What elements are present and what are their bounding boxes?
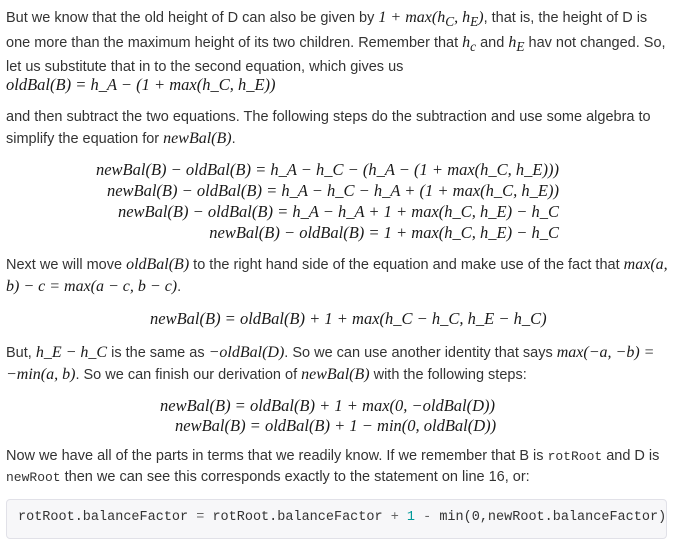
- text: and: [476, 35, 509, 52]
- math-part: h: [462, 34, 471, 52]
- code-block: [6, 499, 667, 539]
- text: is the same as: [107, 345, 209, 361]
- code-number: 1: [406, 510, 416, 525]
- text: hav not changed. So, let us substitute that in to the second equation, which gives us: [6, 35, 666, 76]
- math-inline: max(a, b) − c = max(a − c, b − c): [6, 256, 668, 295]
- derivation-line: newBal(B) = oldBal(B) + 1 − min(0, oldBal(D)): [175, 416, 497, 435]
- math-part: ): [478, 9, 484, 26]
- derivation-line: newBal(B) − oldBal(B) = h_A − h_A + 1 + max(h_C, h_E) − h_C: [117, 202, 559, 221]
- equation-text: oldBal(B) = h_A − (1 + max(h_C, h_E)): [6, 75, 276, 94]
- text: Next we will move: [6, 257, 127, 273]
- code-token: rotRoot.balanceFactor: [212, 510, 383, 525]
- inline-code: rotRoot: [547, 449, 603, 464]
- inline-code: newRoot: [6, 470, 61, 485]
- math-sub: C: [445, 14, 455, 30]
- math-inline: −oldBal(D): [208, 344, 285, 361]
- derivation-line: newBal(B) − oldBal(B) = h_A − h_C − (h_A − (1 + max(h_C, h_E))): [95, 160, 559, 179]
- text: But,: [6, 345, 36, 361]
- text: . So we can use another identity that says: [284, 345, 557, 361]
- math-inline: [378, 9, 484, 30]
- math-inline: [462, 34, 477, 55]
- math-inline: oldBal(B): [126, 256, 190, 273]
- derivation-block-1: [0, 160, 677, 244]
- equation-oldbal: [6, 75, 276, 95]
- derivation-line: newBal(B) − oldBal(B) = 1 + max(h_C, h_E) − h_C: [209, 223, 559, 242]
- math-sub: E: [470, 14, 479, 30]
- math-part: , h: [454, 9, 471, 26]
- paragraph-conclusion: [6, 446, 668, 488]
- math-inline: newBal(B): [163, 130, 232, 147]
- text: and then subtract the two equations. The following steps do the subtraction and use some algebra to simplify the equation for: [6, 109, 651, 147]
- paragraph-identity: [6, 342, 668, 386]
- equation-newbal: [150, 309, 547, 329]
- text: , that is, the height of D is one more than the maximum height of its two children. Remember that: [6, 10, 648, 52]
- code-token: rotRoot.balanceFactor: [18, 510, 189, 525]
- code-operator: +: [382, 510, 407, 525]
- equation-text: newBal(B) = oldBal(B) + 1 + max(h_C − h_C, h_E − h_C): [150, 309, 547, 328]
- code-operator: -: [415, 510, 440, 525]
- math-inline: h_E − h_C: [35, 344, 108, 361]
- text: with the following steps:: [369, 367, 527, 383]
- text: . So we can finish our derivation of: [75, 367, 302, 383]
- math-sub: c: [470, 39, 477, 55]
- code-operator: =: [188, 510, 213, 525]
- code-token: min(0,newRoot.balanceFactor): [439, 510, 667, 525]
- text: .: [177, 279, 182, 295]
- text: then we can see this corresponds exactly to the statement on line 16, or:: [60, 469, 530, 485]
- paragraph-old-height: [6, 7, 668, 78]
- text: and D is: [602, 448, 660, 464]
- math-sub: E: [516, 39, 525, 55]
- math-part: h: [508, 34, 517, 52]
- paragraph-subtract: [6, 107, 668, 150]
- paragraph-move-oldbal: [6, 254, 668, 298]
- math-inline: [508, 34, 525, 55]
- derivation-line: newBal(B) − oldBal(B) = h_A − h_C − h_A + (1 + max(h_C, h_E)): [106, 181, 559, 200]
- text: But we know that the old height of D can also be given by: [6, 10, 379, 26]
- derivation-line: newBal(B) = oldBal(B) + 1 + max(0, −oldBal(D)): [160, 396, 496, 415]
- math-part: 1 + max(h: [378, 9, 446, 26]
- derivation-block-2: [0, 396, 677, 438]
- math-inline: max(−a, −b) = −min(a, b): [6, 344, 655, 383]
- text: to the right hand side of the equation and make use of the fact that: [189, 257, 624, 273]
- text: .: [231, 131, 236, 147]
- math-inline: newBal(B): [301, 366, 370, 383]
- text: Now we have all of the parts in terms that we readily know. If we remember that B is: [6, 448, 548, 464]
- code-line: [18, 510, 666, 525]
